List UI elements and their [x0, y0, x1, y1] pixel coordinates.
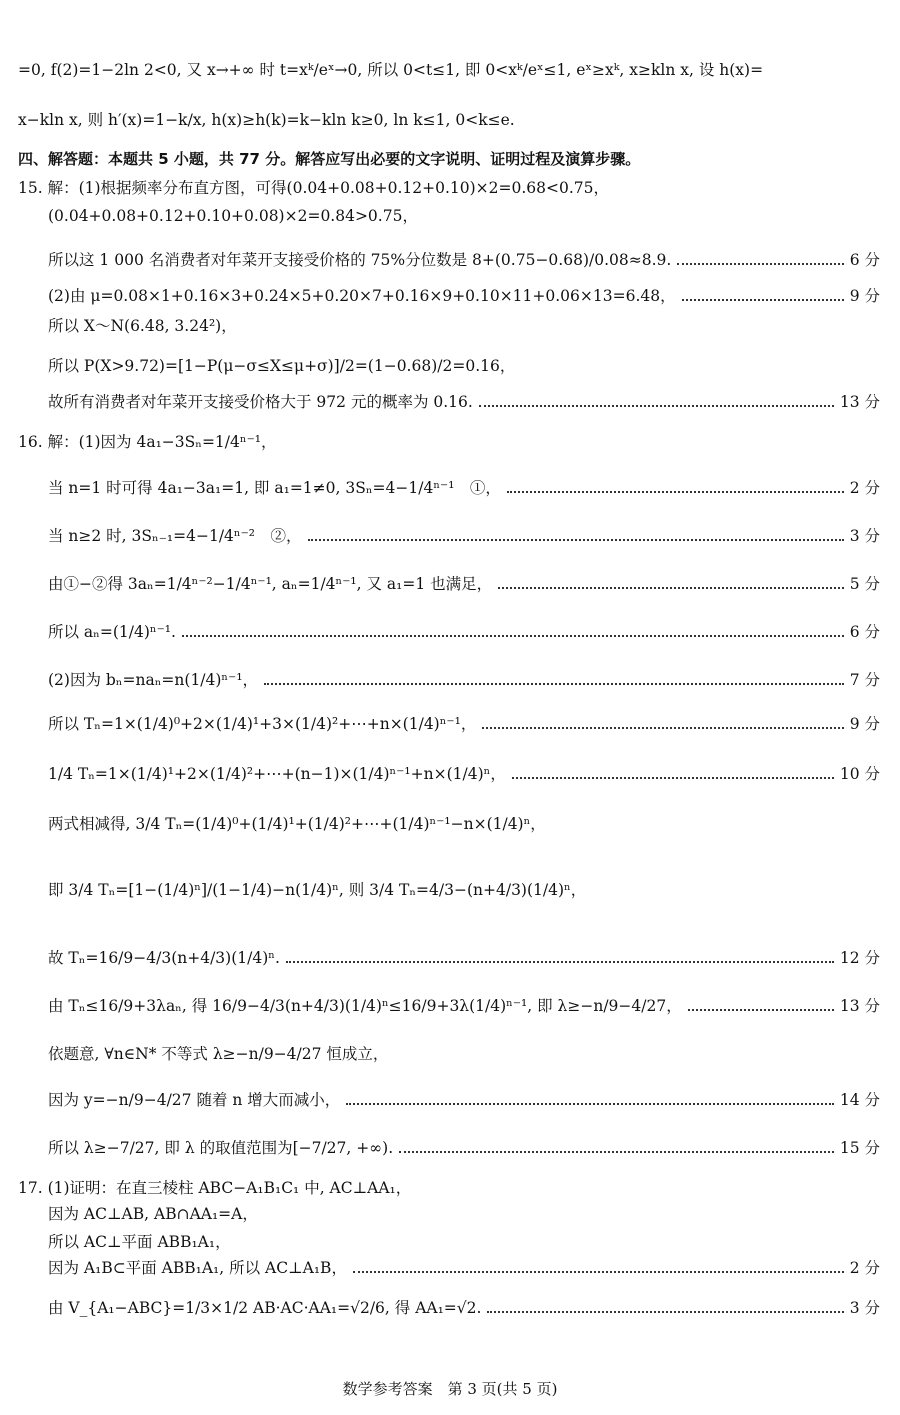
- line-text: 两式相减得, 3/4 Tₙ=(1/4)⁰+(1/4)¹+(1/4)²+⋯+(1/4)ⁿ⁻¹−n×(1/4)ⁿ，: [48, 815, 546, 833]
- text-line: [0, 1088, 900, 1110]
- score-mark: 6 分: [849, 251, 880, 269]
- leader-dots: [487, 1311, 843, 1313]
- line-text: 当 n≥2 时, 3Sₙ₋₁=4−1/4ⁿ⁻² ②，: [48, 527, 302, 545]
- line-text: 因为 y=−n/9−4/27 随着 n 增大而减小，: [48, 1091, 341, 1109]
- text-line: [0, 1256, 900, 1278]
- text-line: [0, 946, 900, 968]
- score-mark: 10 分: [839, 765, 880, 783]
- line-text: 16. 解：(1)因为 4a₁−3Sₙ=1/4ⁿ⁻¹，: [18, 433, 277, 451]
- line-text: 所以 aₙ=(1/4)ⁿ⁻¹.: [48, 623, 176, 641]
- score-mark: 2 分: [849, 1259, 880, 1277]
- line-text: 1/4 Tₙ=1×(1/4)¹+2×(1/4)²+⋯+(n−1)×(1/4)ⁿ⁻¹+n×(1/4)ⁿ，: [48, 765, 506, 783]
- score-mark: 9 分: [849, 287, 880, 305]
- line-text: (2)由 μ=0.08×1+0.16×3+0.24×5+0.20×7+0.16×9+0.10×11+0.06×13=6.48，: [48, 287, 676, 305]
- leader-dots: [353, 1271, 844, 1273]
- leader-dots: [512, 777, 834, 779]
- text-line: [0, 108, 900, 130]
- leader-dots: [479, 405, 834, 407]
- leader-dots: [498, 587, 844, 589]
- score-mark: 6 分: [849, 623, 880, 641]
- text-line: [0, 176, 900, 198]
- line-text: 所以 Tₙ=1×(1/4)⁰+2×(1/4)¹+3×(1/4)²+⋯+n×(1/4)ⁿ⁻¹，: [48, 715, 477, 733]
- text-line: [0, 994, 900, 1016]
- leader-dots: [482, 727, 843, 729]
- line-text: x−kln x, 则 h′(x)=1−k/x, h(x)≥h(k)=k−kln k≥0, ln k≤1, 0<k≤e.: [18, 111, 515, 129]
- text-line: [0, 878, 900, 900]
- text-line: [0, 668, 900, 690]
- text-line: [0, 476, 900, 498]
- line-text: 17. (1)证明：在直三棱柱 ABC−A₁B₁C₁ 中, AC⊥AA₁，: [18, 1179, 412, 1197]
- text-line: [0, 524, 900, 546]
- text-line: [0, 1176, 900, 1198]
- text-line: [0, 248, 900, 270]
- line-text: 所以这 1 000 名消费者对年菜开支接受价格的 75%分位数是 8+(0.75−0.68)/0.08≈8.9.: [48, 251, 672, 269]
- text-line: [0, 762, 900, 784]
- text-line: [0, 58, 900, 80]
- text-line: [0, 1296, 900, 1318]
- line-text: 15. 解：(1)根据频率分布直方图，可得(0.04+0.08+0.12+0.10)×2=0.68<0.75，: [18, 179, 609, 197]
- text-line: [0, 812, 900, 834]
- leader-dots: [507, 491, 844, 493]
- leader-dots: [346, 1103, 834, 1105]
- text-line: [0, 1202, 900, 1224]
- score-mark: 7 分: [849, 671, 880, 689]
- leader-dots: [399, 1151, 834, 1153]
- line-text: 由 Tₙ≤16/9+3λaₙ, 得 16/9−4/3(n+4/3)(1/4)ⁿ≤16/9+3λ(1/4)ⁿ⁻¹, 即 λ≥−n/9−4/27，: [48, 997, 682, 1015]
- text-line: [0, 572, 900, 594]
- text-line: [0, 284, 900, 306]
- line-text: 所以 λ≥−7/27, 即 λ 的取值范围为[−7/27, +∞).: [48, 1139, 394, 1157]
- line-text: 四、解答题：本题共 5 小题，共 77 分。解答应写出必要的文字说明、证明过程及演算步骤。: [18, 150, 641, 168]
- leader-dots: [286, 961, 834, 963]
- text-line: [0, 1042, 900, 1064]
- line-text: (2)因为 bₙ=naₙ=n(1/4)ⁿ⁻¹，: [48, 671, 259, 689]
- line-text: (0.04+0.08+0.12+0.10+0.08)×2=0.84>0.75，: [48, 207, 418, 225]
- line-text: 所以 X～N(6.48, 3.24²)，: [48, 317, 237, 335]
- line-text: 故所有消费者对年菜开支接受价格大于 972 元的概率为 0.16.: [48, 393, 473, 411]
- text-line: [0, 430, 900, 452]
- line-text: 因为 A₁B⊂平面 ABB₁A₁, 所以 AC⊥A₁B，: [48, 1259, 347, 1277]
- score-mark: 5 分: [849, 575, 880, 593]
- line-text: =0, f(2)=1−2ln 2<0, 又 x→+∞ 时 t=xᵏ/eˣ→0, 所以 0<t≤1, 即 0<xᵏ/eˣ≤1, eˣ≥xᵏ, x≥kln x, 设 h(x)=: [18, 61, 764, 79]
- score-mark: 9 分: [849, 715, 880, 733]
- line-text: 故 Tₙ=16/9−4/3(n+4/3)(1/4)ⁿ.: [48, 949, 280, 967]
- text-line: [0, 712, 900, 734]
- text-line: [0, 314, 900, 336]
- leader-dots: [182, 635, 844, 637]
- leader-dots: [308, 539, 844, 541]
- leader-dots: [688, 1009, 834, 1011]
- line-text: 所以 AC⊥平面 ABB₁A₁，: [48, 1233, 231, 1251]
- score-mark: 3 分: [849, 527, 880, 545]
- text-line: [0, 1230, 900, 1252]
- text-line: [0, 390, 900, 412]
- score-mark: 14 分: [839, 1091, 880, 1109]
- line-text: 即 3/4 Tₙ=[1−(1/4)ⁿ]/(1−1/4)−n(1/4)ⁿ, 则 3/4 Tₙ=4/3−(n+4/3)(1/4)ⁿ，: [48, 881, 587, 899]
- leader-dots: [264, 683, 844, 685]
- score-mark: 13 分: [839, 997, 880, 1015]
- page-footer: 数学参考答案 第 3 页(共 5 页): [342, 1380, 558, 1398]
- line-text: 依题意, ∀n∈N* 不等式 λ≥−n/9−4/27 恒成立，: [48, 1045, 389, 1063]
- score-mark: 12 分: [839, 949, 880, 967]
- score-mark: 15 分: [839, 1139, 880, 1157]
- leader-dots: [677, 263, 843, 265]
- line-text: 因为 AC⊥AB, AB∩AA₁=A，: [48, 1205, 258, 1223]
- line-text: 由①−②得 3aₙ=1/4ⁿ⁻²−1/4ⁿ⁻¹, aₙ=1/4ⁿ⁻¹, 又 a₁=1 也满足，: [48, 575, 493, 593]
- line-text: 所以 P(X>9.72)=[1−P(μ−σ≤X≤μ+σ)]/2=(1−0.68)/2=0.16，: [48, 357, 516, 375]
- score-mark: 2 分: [849, 479, 880, 497]
- section-heading: [0, 148, 900, 169]
- line-text: 当 n=1 时可得 4a₁−3a₁=1, 即 a₁=1≠0, 3Sₙ=4−1/4ⁿ⁻¹ ①，: [48, 479, 501, 497]
- score-mark: 3 分: [849, 1299, 880, 1317]
- text-line: [0, 1136, 900, 1158]
- score-mark: 13 分: [839, 393, 880, 411]
- text-line: [0, 354, 900, 376]
- line-text: 由 V_{A₁−ABC}=1/3×1/2 AB·AC·AA₁=√2/6, 得 AA₁=√2.: [48, 1299, 482, 1317]
- text-line: [0, 204, 900, 226]
- leader-dots: [682, 299, 844, 301]
- text-line: [0, 620, 900, 642]
